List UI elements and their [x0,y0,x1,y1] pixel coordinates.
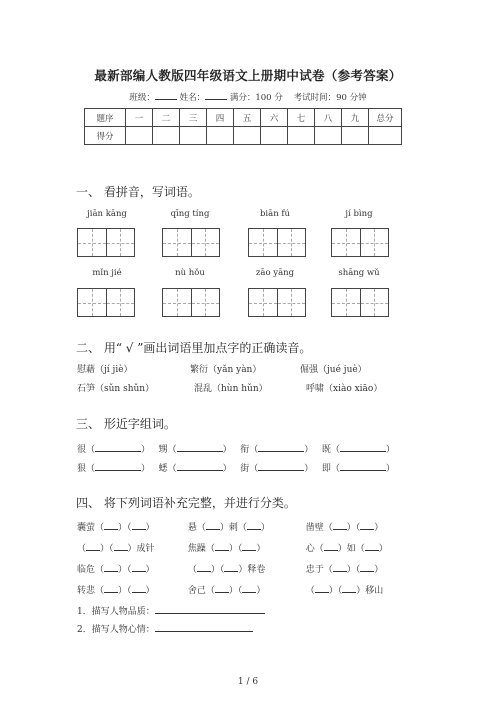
idiom-text: 转悲（ [77,586,105,596]
score-cell[interactable] [342,127,369,145]
answer-blank[interactable] [360,520,374,530]
paren: ） [385,445,395,455]
page-title: 最新部编人教版四年级语文上册期中试卷（参考答案） [94,68,402,83]
char: 衔（ [240,445,259,455]
score-header-cell: 题序 [85,109,126,127]
score-cell[interactable] [126,127,153,145]
idiom-text: ）（ [118,565,132,575]
pinyin: jiān kāng [87,209,127,219]
answer-blank[interactable] [247,520,261,530]
idiom-row [77,520,383,533]
answer-blank[interactable] [132,583,146,593]
section-1-title: 一、 看拼音，写词语。 [76,185,200,199]
writing-grid[interactable] [248,228,306,257]
answer-blank[interactable] [258,461,304,471]
idiom-text: ） [378,544,388,554]
section-4-title: 四、 将下列词语补充完整，并进行分类。 [76,496,296,510]
word-row [77,442,395,455]
char: 街（ [240,464,259,474]
char: 既（ [321,445,340,455]
answer-blank[interactable] [365,541,379,551]
score-cell[interactable] [288,127,315,145]
name-blank[interactable] [205,90,227,100]
idiom-text: ） [374,523,384,533]
score-cell[interactable] [180,127,207,145]
writing-grid[interactable] [162,228,220,257]
idiom-text: ） [374,565,384,575]
idiom-text: ） [256,544,266,554]
score-header-cell: 三 [180,109,207,127]
idiom-text: ）（ [100,544,114,554]
score-header-cell: 四 [207,109,234,127]
pinyin: zāo yāng [255,268,295,278]
pinyin: nù hǒu [175,268,205,278]
pinyin: shāng wǔ [338,268,380,278]
idiom-text: ）释卷 [238,565,266,575]
answer-blank[interactable] [86,541,100,551]
idiom-text: （ [77,544,87,554]
score-cell[interactable] [315,127,342,145]
answer-blank[interactable] [95,442,141,452]
score-cell[interactable] [153,127,180,145]
answer-blank[interactable] [333,562,347,572]
score-header-cell: 一 [126,109,153,127]
answer-blank[interactable] [177,461,223,471]
idiom-text: ）（ [228,586,243,596]
answer-blank[interactable] [114,541,128,551]
char: 甥（ [158,445,177,455]
classify-label: 2．描写人物心情： [77,625,155,635]
pinyin: qīng tíng [170,209,210,219]
pronunciation-item[interactable]: 倔强（jué juè） [300,365,367,375]
answer-blank[interactable] [340,442,386,452]
idiom-text: ）（ [346,523,361,533]
pinyin: jí bìng [345,209,373,219]
score-cell[interactable] [261,127,288,145]
score-header-cell: 二 [153,109,180,127]
paren: ） [304,445,314,455]
idiom-text: ）（ [346,565,361,575]
idiom-text: ）（ [228,544,243,554]
paren: ） [385,464,395,474]
idiom-text: 焦躁（ [187,544,215,554]
char: 很（ [77,445,96,455]
full-score: 满分：100 分 [229,93,283,103]
char: 狠（ [77,464,96,474]
answer-blank[interactable] [315,583,329,593]
classify-q1 [77,604,265,617]
writing-grid[interactable] [331,288,389,317]
score-cell[interactable] [234,127,261,145]
answer-blank[interactable] [104,583,118,593]
score-cell[interactable] [207,127,234,145]
page-number: 1 / 6 [237,677,259,687]
idiom-text: ）（ [118,523,132,533]
answer-blank[interactable] [215,583,229,593]
answer-blank[interactable] [360,562,374,572]
answer-blank[interactable] [104,562,118,572]
answer-blank[interactable] [224,562,238,572]
name-label: 姓名： [179,93,206,103]
section-2-title: 二、 用“ √ ”画出词语里加点字的正确读音。 [76,341,312,355]
paren: ） [141,445,151,455]
idiom-text: 心（ [305,544,324,554]
char: 即（ [321,464,340,474]
class-label: 班级： [129,93,155,103]
answer-blank[interactable] [340,461,386,471]
idiom-text: 囊萤（ [77,523,105,533]
score-header-cell: 总分 [369,109,402,127]
answer-blank[interactable] [155,622,253,632]
idiom-text: （ [305,586,315,596]
word-row [77,461,395,474]
idiom-text: 忠于（ [305,565,333,575]
idiom-text: ）移山 [356,586,384,596]
idiom-row [77,562,383,575]
answer-blank[interactable] [206,520,220,530]
paren: ） [304,464,314,474]
section-3-title: 三、 形近字组词。 [76,417,176,431]
idiom-row [77,541,388,554]
score-header-cell: 六 [261,109,288,127]
score-row-label: 得分 [85,127,126,145]
writing-grid[interactable] [77,228,135,257]
idiom-text: ）刺（ [219,523,247,533]
answer-blank[interactable] [132,562,146,572]
score-header-cell: 九 [342,109,369,127]
idiom-text: ） [145,565,155,575]
idiom-text: 凿壁（ [305,523,333,533]
idiom-text: 悬（ [187,523,206,533]
pronunciation-item[interactable]: 呼啸（xiào xiāo） [306,384,383,394]
paren: ） [222,464,232,474]
answer-blank[interactable] [155,604,265,614]
idiom-text: ）成针 [127,544,155,554]
answer-blank[interactable] [215,541,229,551]
pronunciation-item[interactable]: 混乱（hùn hǔn） [194,384,268,394]
answer-blank[interactable] [258,442,304,452]
pronunciation-item[interactable]: 慰藉（jí jiè） [77,365,133,375]
score-cell[interactable] [369,127,402,145]
exam-info [0,90,496,103]
paren: ） [141,464,151,474]
idiom-text: ） [145,586,155,596]
paren: ） [222,445,232,455]
idiom-text: ）如（ [337,544,365,554]
writing-grid[interactable] [248,288,306,317]
idiom-text: ）（ [118,586,132,596]
idiom-text: ）（ [210,565,225,575]
pinyin: mǐn jié [92,268,122,278]
answer-blank[interactable] [342,583,356,593]
pinyin: biān fú [259,209,291,219]
idiom-text: ） [256,586,266,596]
idiom-text: 临危（ [77,565,105,575]
classify-label: 1．描写人物品质： [77,607,155,617]
pronunciation-item[interactable]: 石笋（sǔn shǔn） [77,384,155,394]
answer-blank[interactable] [104,520,118,530]
idiom-text: ）（ [328,586,343,596]
answer-blank[interactable] [242,541,256,551]
idiom-row [77,583,383,596]
idiom-text: （ [187,565,197,575]
classify-q2 [77,622,253,635]
answer-blank[interactable] [177,442,223,452]
score-header-cell: 八 [315,109,342,127]
idiom-text: ） [145,523,155,533]
writing-grid[interactable] [77,288,135,317]
exam-time: 考试时间：90 分钟 [293,93,367,103]
answer-blank[interactable] [242,583,256,593]
idiom-text: 舍己（ [187,586,215,596]
score-header-cell: 七 [288,109,315,127]
answer-blank[interactable] [324,541,338,551]
class-blank[interactable] [155,90,177,100]
answer-blank[interactable] [132,520,146,530]
pronunciation-item[interactable]: 繁衍（yǎn yàn） [190,365,262,375]
answer-blank[interactable] [197,562,211,572]
score-table [84,108,402,145]
idiom-text: ） [260,523,270,533]
score-header-cell: 五 [234,109,261,127]
answer-blank[interactable] [95,461,141,471]
char: 蟋（ [158,464,177,474]
writing-grid[interactable] [162,288,220,317]
writing-grid[interactable] [331,228,389,257]
answer-blank[interactable] [333,520,347,530]
